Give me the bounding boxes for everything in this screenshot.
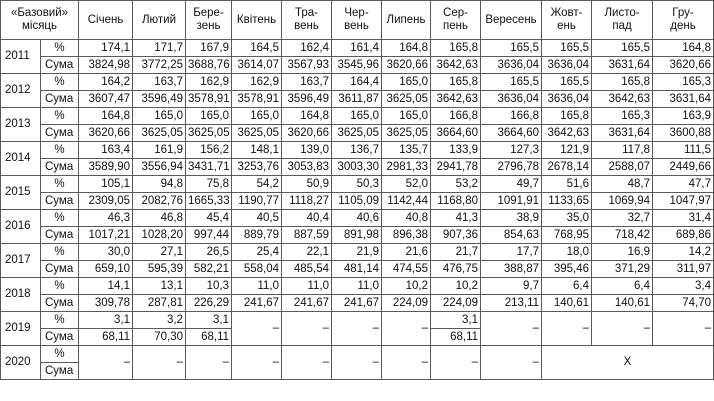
sum-cell: 3625,05 (332, 125, 382, 142)
sum-cell: 68,11 (79, 329, 133, 346)
percent-cell: 3,1 (186, 312, 232, 329)
sum-label: Сума (41, 125, 79, 142)
percent-cell: 48,7 (592, 176, 653, 193)
sum-cell: 2449,66 (653, 159, 714, 176)
month-header: Гру- день (653, 1, 714, 40)
percent-label: % (41, 40, 79, 57)
sum-cell: 2082,76 (133, 193, 186, 210)
sum-cell: 2796,78 (481, 159, 542, 176)
empty-dash-cell: – (653, 312, 714, 346)
month-header: Бере- зень (186, 1, 232, 40)
sum-cell: 1028,20 (133, 227, 186, 244)
sum-label: Сума (41, 159, 79, 176)
sum-cell: 474,55 (382, 261, 431, 278)
sum-cell: 3631,64 (592, 57, 653, 74)
sum-cell: 3253,76 (232, 159, 282, 176)
sum-cell: 854,63 (481, 227, 542, 244)
year-cell: 2014 (1, 142, 41, 176)
sum-cell: 3578,91 (232, 91, 282, 108)
empty-dash-cell: – (332, 346, 382, 380)
percent-cell: 165,0 (133, 108, 186, 125)
percent-cell: 148,1 (232, 142, 282, 159)
sum-cell: 659,10 (79, 261, 133, 278)
percent-cell: 22,1 (282, 244, 332, 261)
sum-cell: 1017,21 (79, 227, 133, 244)
percent-cell: 11,0 (282, 278, 332, 295)
percent-cell: 117,8 (592, 142, 653, 159)
percent-cell: 11,0 (232, 278, 282, 295)
percent-cell: 3,2 (133, 312, 186, 329)
sum-cell: 595,39 (133, 261, 186, 278)
percent-cell: 165,8 (431, 40, 481, 57)
year-cell: 2013 (1, 108, 41, 142)
percent-label: % (41, 142, 79, 159)
sum-cell: 3625,05 (382, 91, 431, 108)
sum-cell: 889,79 (232, 227, 282, 244)
percent-cell: 165,8 (592, 74, 653, 91)
table-row-percent (1, 346, 714, 363)
sum-cell: 891,98 (332, 227, 382, 244)
sum-cell: 3625,05 (186, 125, 232, 142)
percent-cell: 75,8 (186, 176, 232, 193)
percent-cell: 166,8 (431, 108, 481, 125)
percent-cell: 46,8 (133, 210, 186, 227)
table-row-sum (1, 295, 714, 312)
sum-cell: 481,14 (332, 261, 382, 278)
year-cell: 2017 (1, 244, 41, 278)
year-cell: 2011 (1, 40, 41, 74)
table-row-sum (1, 261, 714, 278)
percent-cell: 165,5 (542, 74, 592, 91)
empty-dash-cell: – (592, 312, 653, 346)
year-cell: 2020 (1, 346, 41, 380)
sum-cell: 1105,09 (332, 193, 382, 210)
sum-cell: 3824,98 (79, 57, 133, 74)
percent-cell: 3,4 (653, 278, 714, 295)
year-cell: 2016 (1, 210, 41, 244)
percent-cell: 21,6 (382, 244, 431, 261)
empty-dash-cell: – (79, 346, 133, 380)
table-row-sum (1, 193, 714, 210)
percent-cell: 166,8 (481, 108, 542, 125)
percent-cell: 165,0 (186, 108, 232, 125)
sum-cell: 3625,05 (232, 125, 282, 142)
percent-cell: 14,2 (653, 244, 714, 261)
sum-cell: 3545,96 (332, 57, 382, 74)
sum-cell: 68,11 (431, 329, 481, 346)
percent-cell: 165,5 (481, 40, 542, 57)
sum-label: Сума (41, 193, 79, 210)
percent-cell: 41,3 (431, 210, 481, 227)
month-header: Сер- пень (431, 1, 481, 40)
sum-cell: 3631,64 (653, 91, 714, 108)
sum-cell: 3631,64 (592, 125, 653, 142)
sum-cell: 311,97 (653, 261, 714, 278)
percent-cell: 21,7 (431, 244, 481, 261)
percent-cell: 16,9 (592, 244, 653, 261)
percent-cell: 50,9 (282, 176, 332, 193)
empty-dash-cell: – (186, 346, 232, 380)
sum-cell: 140,61 (592, 295, 653, 312)
percent-cell: 9,7 (481, 278, 542, 295)
sum-cell: 3642,63 (431, 57, 481, 74)
sum-cell: 224,09 (431, 295, 481, 312)
percent-cell: 111,5 (653, 142, 714, 159)
percent-cell: 163,9 (653, 108, 714, 125)
empty-dash-cell: – (133, 346, 186, 380)
sum-label: Сума (41, 227, 79, 244)
percent-cell: 164,4 (332, 74, 382, 91)
sum-cell: 1091,91 (481, 193, 542, 210)
percent-label: % (41, 108, 79, 125)
sum-cell: 3600,88 (653, 125, 714, 142)
month-header: Лютий (133, 1, 186, 40)
sum-cell: 3589,90 (79, 159, 133, 176)
sum-cell: 3611,87 (332, 91, 382, 108)
empty-dash-cell: – (542, 312, 592, 346)
percent-cell: 163,4 (79, 142, 133, 159)
table-row-percent (1, 176, 714, 193)
year-cell: 2012 (1, 74, 41, 108)
month-header: Квітень (232, 1, 282, 40)
sum-cell: 476,75 (431, 261, 481, 278)
sum-cell: 395,46 (542, 261, 592, 278)
empty-dash-cell: – (282, 346, 332, 380)
percent-cell: 6,4 (592, 278, 653, 295)
sum-cell: 3431,71 (186, 159, 232, 176)
sum-cell: 3636,04 (542, 91, 592, 108)
percent-cell: 165,0 (382, 108, 431, 125)
percent-cell: 17,7 (481, 244, 542, 261)
sum-cell: 558,04 (232, 261, 282, 278)
sum-cell: 3664,60 (481, 125, 542, 142)
month-header: Тра- вень (282, 1, 332, 40)
percent-cell: 49,7 (481, 176, 542, 193)
empty-dash-cell: – (232, 346, 282, 380)
empty-dash-cell: – (431, 346, 481, 380)
sum-cell: 3772,25 (133, 57, 186, 74)
sum-cell: 3620,66 (282, 125, 332, 142)
percent-cell: 164,8 (282, 108, 332, 125)
sum-cell: 371,29 (592, 261, 653, 278)
sum-cell: 582,21 (186, 261, 232, 278)
percent-cell: 35,0 (542, 210, 592, 227)
percent-cell: 165,8 (542, 108, 592, 125)
sum-cell: 2941,78 (431, 159, 481, 176)
month-header: Листо- пад (592, 1, 653, 40)
sum-label: Сума (41, 295, 79, 312)
percent-cell: 136,7 (332, 142, 382, 159)
year-cell: 2019 (1, 312, 41, 346)
percent-cell: 51,6 (542, 176, 592, 193)
table-row-percent (1, 244, 714, 261)
sum-cell: 689,86 (653, 227, 714, 244)
sum-cell: 718,42 (592, 227, 653, 244)
table-row-sum (1, 227, 714, 244)
sum-cell: 3625,05 (382, 125, 431, 142)
percent-cell: 105,1 (79, 176, 133, 193)
month-header: Липень (382, 1, 431, 40)
percent-cell: 165,3 (653, 74, 714, 91)
sum-cell: 3636,04 (481, 91, 542, 108)
percent-cell: 135,7 (382, 142, 431, 159)
sum-cell: 3664,60 (431, 125, 481, 142)
percent-cell: 165,3 (592, 108, 653, 125)
sum-cell: 3636,04 (542, 57, 592, 74)
percent-cell: 163,7 (282, 74, 332, 91)
percent-cell: 164,5 (232, 40, 282, 57)
sum-cell: 74,70 (653, 295, 714, 312)
percent-cell: 171,7 (133, 40, 186, 57)
sum-cell: 224,09 (382, 295, 431, 312)
table-row-percent (1, 40, 714, 57)
sum-cell: 3578,91 (186, 91, 232, 108)
percent-cell: 10,2 (431, 278, 481, 295)
year-cell: 2015 (1, 176, 41, 210)
percent-label: % (41, 244, 79, 261)
sum-cell: 140,61 (542, 295, 592, 312)
header-row (1, 1, 714, 40)
sum-cell: 3642,63 (431, 91, 481, 108)
sum-cell: 213,11 (481, 295, 542, 312)
sum-cell: 907,36 (431, 227, 481, 244)
sum-label: Сума (41, 57, 79, 74)
percent-cell: 164,2 (79, 74, 133, 91)
percent-cell: 3,1 (79, 312, 133, 329)
sum-cell: 3556,94 (133, 159, 186, 176)
sum-cell: 226,29 (186, 295, 232, 312)
empty-dash-cell: – (481, 346, 542, 380)
sum-cell: 70,30 (133, 329, 186, 346)
sum-cell: 3620,66 (79, 125, 133, 142)
table-row-sum (1, 57, 714, 74)
percent-label: % (41, 346, 79, 363)
percent-cell: 40,6 (332, 210, 382, 227)
empty-dash-cell: – (481, 312, 542, 346)
sum-cell: 287,81 (133, 295, 186, 312)
percent-cell: 165,0 (332, 108, 382, 125)
percent-cell: 6,4 (542, 278, 592, 295)
sum-cell: 3596,49 (282, 91, 332, 108)
percent-cell: 52,0 (382, 176, 431, 193)
percent-cell: 10,2 (382, 278, 431, 295)
not-applicable-cell: Х (542, 346, 714, 380)
percent-cell: 121,9 (542, 142, 592, 159)
percent-cell: 27,1 (133, 244, 186, 261)
month-header: Вересень (481, 1, 542, 40)
sum-cell: 241,67 (282, 295, 332, 312)
percent-cell: 165,8 (431, 74, 481, 91)
empty-dash-cell: – (332, 312, 382, 346)
month-header: Січень (79, 1, 133, 40)
sum-cell: 2309,05 (79, 193, 133, 210)
percent-cell: 161,9 (133, 142, 186, 159)
percent-label: % (41, 312, 79, 329)
sum-cell: 485,54 (282, 261, 332, 278)
percent-cell: 32,7 (592, 210, 653, 227)
percent-cell: 13,1 (133, 278, 186, 295)
percent-label: % (41, 278, 79, 295)
percent-cell: 164,8 (79, 108, 133, 125)
sum-cell: 3625,05 (133, 125, 186, 142)
sum-cell: 3614,07 (232, 57, 282, 74)
sum-cell: 3636,04 (481, 57, 542, 74)
table-row-sum (1, 91, 714, 108)
percent-cell: 163,7 (133, 74, 186, 91)
percent-cell: 165,0 (382, 74, 431, 91)
sum-cell: 3607,47 (79, 91, 133, 108)
percent-cell: 14,1 (79, 278, 133, 295)
percent-label: % (41, 176, 79, 193)
table-row-sum (1, 159, 714, 176)
sum-label: Сума (41, 91, 79, 108)
sum-cell: 1118,27 (282, 193, 332, 210)
percent-cell: 3,1 (431, 312, 481, 329)
percent-cell: 47,7 (653, 176, 714, 193)
percent-cell: 162,4 (282, 40, 332, 57)
percent-cell: 21,9 (332, 244, 382, 261)
percent-cell: 30,0 (79, 244, 133, 261)
sum-label: Сума (41, 363, 79, 380)
percent-cell: 11,0 (332, 278, 382, 295)
sum-cell: 1665,33 (186, 193, 232, 210)
sum-cell: 2981,33 (382, 159, 431, 176)
sum-cell: 3003,30 (332, 159, 382, 176)
percent-cell: 174,1 (79, 40, 133, 57)
table-row-percent (1, 210, 714, 227)
percent-cell: 161,4 (332, 40, 382, 57)
month-header: Чер- вень (332, 1, 382, 40)
sum-cell: 887,59 (282, 227, 332, 244)
sum-cell: 68,11 (186, 329, 232, 346)
percent-cell: 40,4 (282, 210, 332, 227)
percent-cell: 165,5 (592, 40, 653, 57)
sum-cell: 1142,44 (382, 193, 431, 210)
percent-cell: 38,9 (481, 210, 542, 227)
sum-cell: 3642,63 (592, 91, 653, 108)
percent-cell: 167,9 (186, 40, 232, 57)
sum-cell: 3567,93 (282, 57, 332, 74)
table-row-percent (1, 108, 714, 125)
percent-label: % (41, 210, 79, 227)
percent-cell: 164,8 (653, 40, 714, 57)
empty-dash-cell: – (382, 346, 431, 380)
sum-cell: 997,44 (186, 227, 232, 244)
percent-cell: 10,3 (186, 278, 232, 295)
percent-cell: 40,5 (232, 210, 282, 227)
sum-cell: 896,38 (382, 227, 431, 244)
sum-cell: 1069,94 (592, 193, 653, 210)
percent-cell: 94,8 (133, 176, 186, 193)
sum-cell: 388,87 (481, 261, 542, 278)
percent-cell: 50,3 (332, 176, 382, 193)
percent-cell: 40,8 (382, 210, 431, 227)
percent-cell: 26,5 (186, 244, 232, 261)
empty-dash-cell: – (282, 312, 332, 346)
percent-cell: 165,0 (232, 108, 282, 125)
sum-cell: 768,95 (542, 227, 592, 244)
percent-cell: 46,3 (79, 210, 133, 227)
table-row-percent (1, 278, 714, 295)
empty-dash-cell: – (232, 312, 282, 346)
sum-cell: 3053,83 (282, 159, 332, 176)
sum-cell: 1168,80 (431, 193, 481, 210)
percent-cell: 139,0 (282, 142, 332, 159)
percent-cell: 133,9 (431, 142, 481, 159)
empty-dash-cell: – (382, 312, 431, 346)
sum-cell: 3620,66 (382, 57, 431, 74)
percent-cell: 53,2 (431, 176, 481, 193)
percent-cell: 127,3 (481, 142, 542, 159)
sum-label: Сума (41, 261, 79, 278)
sum-cell: 3642,63 (542, 125, 592, 142)
table-row-sum (1, 125, 714, 142)
sum-cell: 1047,97 (653, 193, 714, 210)
sum-label: Сума (41, 329, 79, 346)
sum-cell: 2588,07 (592, 159, 653, 176)
percent-cell: 165,5 (481, 74, 542, 91)
table-row-percent (1, 312, 714, 329)
sum-cell: 241,67 (332, 295, 382, 312)
sum-cell: 2678,14 (542, 159, 592, 176)
percent-cell: 54,2 (232, 176, 282, 193)
percent-cell: 18,0 (542, 244, 592, 261)
percent-label: % (41, 74, 79, 91)
percent-cell: 165,5 (542, 40, 592, 57)
sum-cell: 241,67 (232, 295, 282, 312)
sum-cell: 3620,66 (653, 57, 714, 74)
percent-cell: 25,4 (232, 244, 282, 261)
month-header: Жовт- ень (542, 1, 592, 40)
sum-cell: 3688,76 (186, 57, 232, 74)
percent-cell: 162,9 (186, 74, 232, 91)
sum-cell: 309,78 (79, 295, 133, 312)
percent-cell: 164,8 (382, 40, 431, 57)
percent-cell: 156,2 (186, 142, 232, 159)
year-cell: 2018 (1, 278, 41, 312)
percent-cell: 162,9 (232, 74, 282, 91)
table-row-percent (1, 74, 714, 91)
percent-cell: 45,4 (186, 210, 232, 227)
percent-cell: 31,4 (653, 210, 714, 227)
sum-cell: 1133,65 (542, 193, 592, 210)
sum-cell: 3596,49 (133, 91, 186, 108)
sum-cell: 1190,77 (232, 193, 282, 210)
table-row-percent (1, 142, 714, 159)
base-month-header: «Базовий» місяць (1, 1, 79, 40)
